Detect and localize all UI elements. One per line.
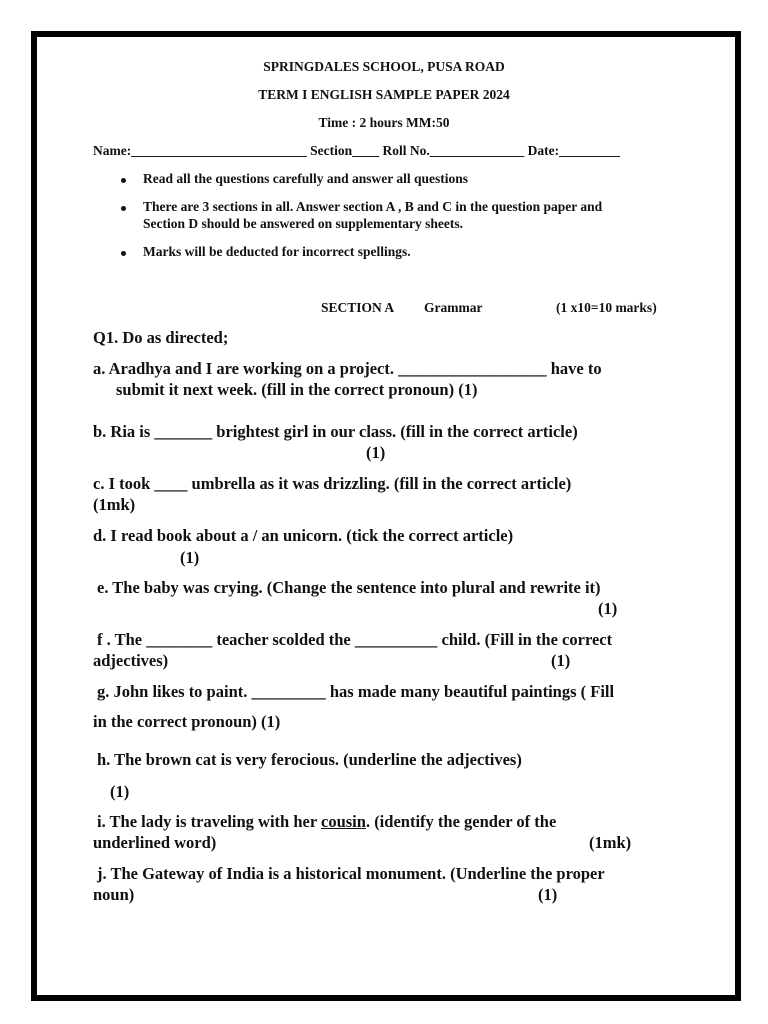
instruction-2: There are 3 sections in all. Answer section A , B and C in the question paper and: [143, 199, 603, 214]
question-heading: Q1. Do as directed;: [93, 328, 229, 347]
section-name: SECTION A: [321, 300, 395, 315]
instruction-1: Read all the questions carefully and answer all questions: [143, 171, 469, 186]
item-f-marks: (1): [551, 651, 571, 670]
bullet-icon: [121, 206, 126, 211]
item-b-line1: b. Ria is _______ brightest girl in our class. (fill in the correct article): [93, 422, 578, 441]
item-e-marks: (1): [598, 599, 618, 618]
item-a-line2: submit it next week. (fill in the correct pronoun) (1): [116, 380, 478, 399]
item-j-line2: noun): [93, 885, 135, 904]
item-i-line1: [97, 812, 556, 832]
item-e-line1: e. The baby was crying. (Change the sentence into plural and rewrite it): [97, 578, 601, 597]
item-h-marks: (1): [110, 782, 130, 801]
item-g-line1: g. John likes to paint. _________ has made many beautiful paintings ( Fill: [97, 682, 615, 701]
item-c-line1: c. I took ____ umbrella as it was drizzling. (fill in the correct article): [93, 474, 572, 493]
item-a-line1: a. Aradhya and I are working on a project. __________________ have to: [93, 359, 602, 378]
time-marks: Time : 2 hours MM:50: [318, 115, 450, 130]
item-d-line1: d. I read book about a / an unicorn. (tick the correct article): [93, 526, 514, 545]
bullet-icon: [121, 178, 126, 183]
item-i-text: i. The lady is traveling with her: [97, 812, 321, 831]
paper-title: TERM I ENGLISH SAMPLE PAPER 2024: [258, 87, 510, 102]
item-b-marks: (1): [366, 443, 386, 462]
section-topic: Grammar: [424, 300, 483, 315]
item-j-line1: j. The Gateway of India is a historical monument. (Underline the proper: [97, 864, 605, 883]
item-i-text-end: . (identify the gender of the: [365, 812, 557, 831]
item-j-marks: (1): [538, 885, 558, 904]
item-i-marks: (1mk): [589, 833, 632, 852]
instruction-2-cont: Section D should be answered on supplementary sheets.: [143, 216, 464, 231]
item-h-line1: h. The brown cat is very ferocious. (underline the adjectives): [97, 750, 522, 769]
item-d-marks: (1): [180, 548, 200, 567]
item-i-line2: underlined word): [93, 833, 217, 852]
item-f-line1: f . The ________ teacher scolded the __________ child. (Fill in the correct: [97, 630, 613, 649]
school-name: SPRINGDALES SCHOOL, PUSA ROAD: [263, 59, 505, 74]
item-g-line2: in the correct pronoun) (1): [93, 712, 281, 731]
item-f-line2: adjectives): [93, 651, 169, 670]
student-fields: Name:__________________________ Section____ Roll No.______________ Date:_________: [93, 143, 620, 158]
item-c-marks: (1mk): [93, 495, 136, 514]
bullet-icon: [121, 251, 126, 256]
underlined-word: cousin: [321, 812, 366, 831]
instruction-3: Marks will be deducted for incorrect spellings.: [143, 244, 411, 259]
section-marks: (1 x10=10 marks): [556, 300, 657, 315]
